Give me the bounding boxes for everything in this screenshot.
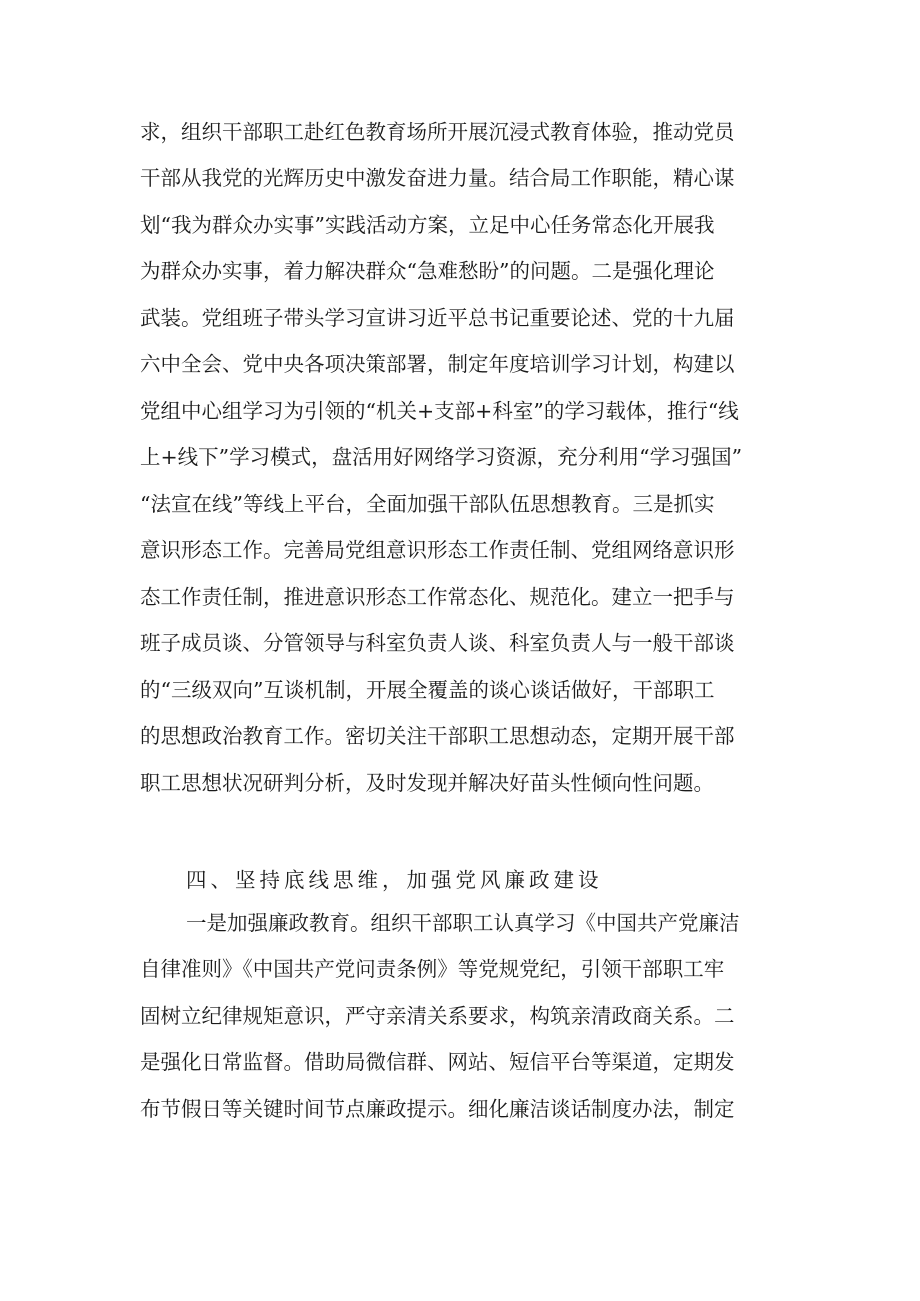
text-line: 态工作责任制，推进意识形态工作常态化、规范化。建立一把手与 [140,585,735,609]
text-line: 武装。党组班子带头学习宣讲习近平总书记重要论述、党的十九届 [140,306,735,330]
section-heading: 四、坚持底线思维，加强党风廉政建设 [186,868,603,892]
text-line: 一是加强廉政教育。组织干部职工认真学习《中国共产党廉洁 [186,911,740,935]
text-line: 干部从我党的光辉历史中激发奋进力量。结合局工作职能，精心谋 [140,166,735,190]
text-line: 职工思想状况研判分析，及时发现并解决好苗头性倾向性问题。 [140,771,714,795]
text-line: 六中全会、党中央各项决策部署，制定年度培训学习计划，构建以 [140,352,735,376]
text-line: 固树立纪律规矩意识，严守亲清关系要求，构筑亲清政商关系。二 [140,1004,735,1028]
text-line: 意识形态工作。完善局党组意识形态工作责任制、党组网络意识形 [140,538,735,562]
text-line: 自律准则》《中国共产党问责条例》等党规党纪，引领干部职工牢 [140,957,725,981]
text-line: 划“我为群众办实事”实践活动方案，立足中心任务常态化开展我 [140,213,715,237]
text-line: 的“三级双向”互谈机制，开展全覆盖的谈心谈话做好，干部职工 [140,678,715,702]
text-line: 党组中心组学习为引领的“机关+支部+科室”的学习载体，推行“线 [140,399,739,423]
text-line: 为群众办实事，着力解决群众“急难愁盼”的问题。二是强化理论 [140,259,715,283]
text-line: 是强化日常监督。借助局微信群、网站、短信平台等渠道，定期发 [140,1050,735,1074]
text-line: 上+线下”学习模式，盘活用好网络学习资源，充分利用“学习强国” [140,445,743,469]
text-line: 布节假日等关键时间节点廉政提示。细化廉洁谈话制度办法，制定 [140,1097,735,1121]
text-line: 班子成员谈、分管领导与科室负责人谈、科室负责人与一般干部谈 [140,631,735,655]
text-line: 的思想政治教育工作。密切关注干部职工思想动态，定期开展干部 [140,724,735,748]
text-line: “法宣在线”等线上平台，全面加强干部队伍思想教育。三是抓实 [140,492,715,516]
text-line: 求，组织干部职工赴红色教育场所开展沉浸式教育体验，推动党员 [140,120,735,144]
